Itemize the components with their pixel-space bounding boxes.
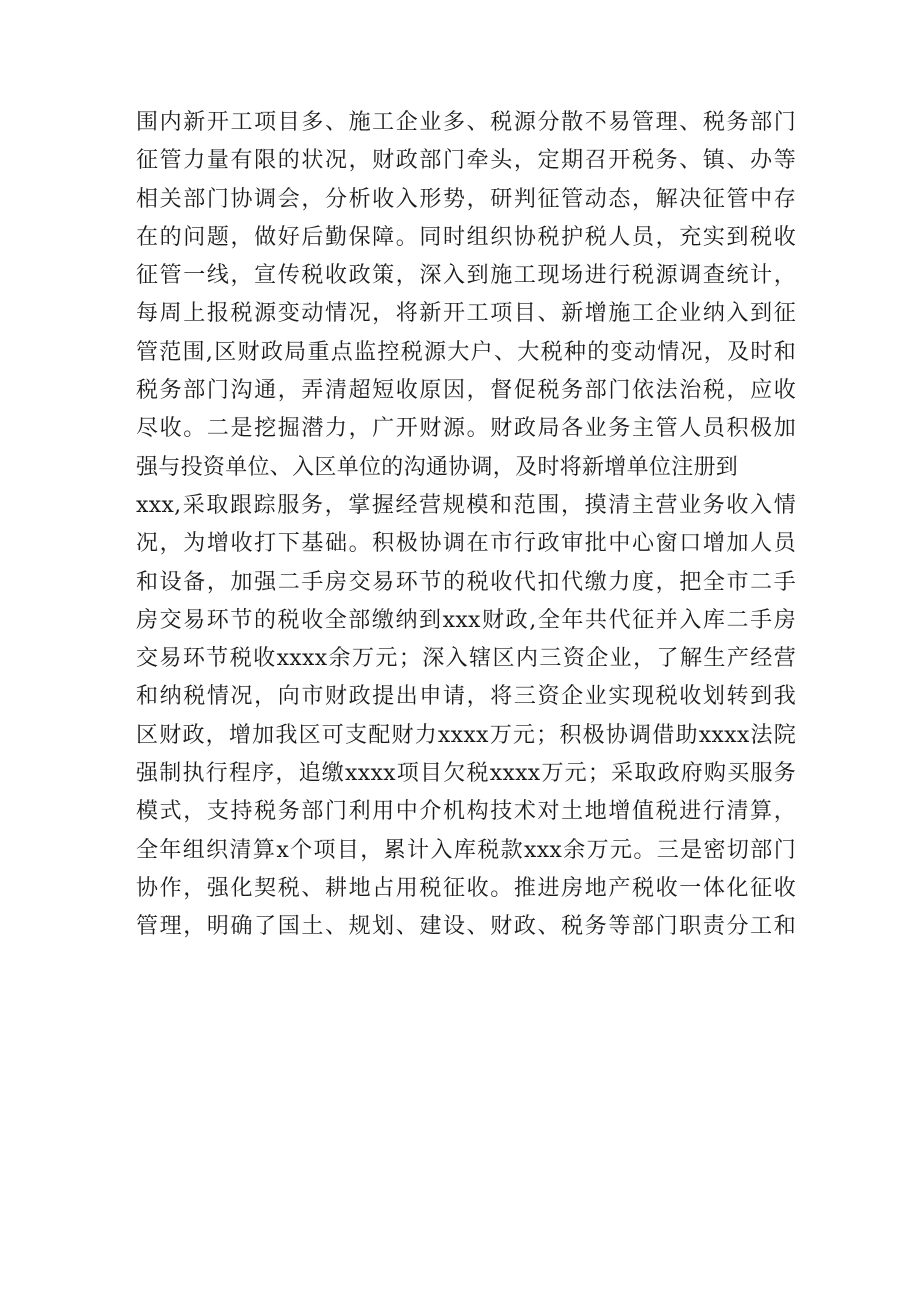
text-line: 征管力量有限的状况，财政部门牵头，定期召开税务、镇、办等 [136, 148, 796, 174]
text-line: 管范围,区财政局重点监控税源大户、大税种的变动情况，及时和 [136, 339, 796, 365]
text-line: 全年组织清算x个项目，累计入库税款xxx余万元。三是密切部门 [136, 837, 796, 863]
text-line: 区财政，增加我区可支配财力xxxx万元；积极协调借助xxxx法院 [136, 722, 796, 748]
text-line: 围内新开工项目多、施工企业多、税源分散不易管理、税务部门 [136, 110, 796, 135]
text-line: 强与投资单位、入区单位的沟通协调，及时将新增单位注册到 [136, 454, 739, 480]
text-line: 相关部门协调会，分析收入形势，研判征管动态，解决征管中存 [136, 186, 796, 212]
body-text [136, 104, 796, 947]
text-line: 和纳税情况，向市财政提出申请，将三资企业实现税收划转到我 [136, 684, 796, 710]
text-line: 况，为增收打下基础。积极协调在市行政审批中心窗口增加人员 [136, 531, 796, 557]
text-line: 每周上报税源变动情况，将新开工项目、新增施工企业纳入到征 [136, 301, 796, 327]
text-line: 交易环节税收xxxx余万元；深入辖区内三资企业，了解生产经营 [136, 646, 796, 672]
text-line: 房交易环节的税收全部缴纳到xxx财政,全年共代征并入库二手房 [136, 607, 796, 633]
text-line: xxx,采取跟踪服务，掌握经营规模和范围，摸清主营业务收入情 [136, 492, 796, 518]
text-line: 和设备，加强二手房交易环节的税收代扣代缴力度，把全市二手 [136, 569, 796, 595]
text-line: 在的问题，做好后勤保障。同时组织协税护税人员，充实到税收 [136, 224, 796, 250]
text-line: 尽收。二是挖掘潜力，广开财源。财政局各业务主管人员积极加 [136, 416, 796, 442]
text-line: 强制执行程序，追缴xxxx项目欠税xxxx万元；采取政府购买服务 [136, 761, 796, 787]
text-line: 协作，强化契税、耕地占用税征收。推进房地产税收一体化征收 [136, 875, 796, 901]
text-line: 税务部门沟通，弄清超短收原因，督促税务部门依法治税，应收 [136, 378, 796, 404]
text-line: 征管一线，宣传税收政策，深入到施工现场进行税源调查统计， [136, 263, 796, 289]
text-line: 管理，明确了国土、规划、建设、财政、税务等部门职责分工和 [136, 914, 796, 940]
text-line: 模式，支持税务部门利用中介机构技术对土地增值税进行清算， [136, 799, 796, 825]
